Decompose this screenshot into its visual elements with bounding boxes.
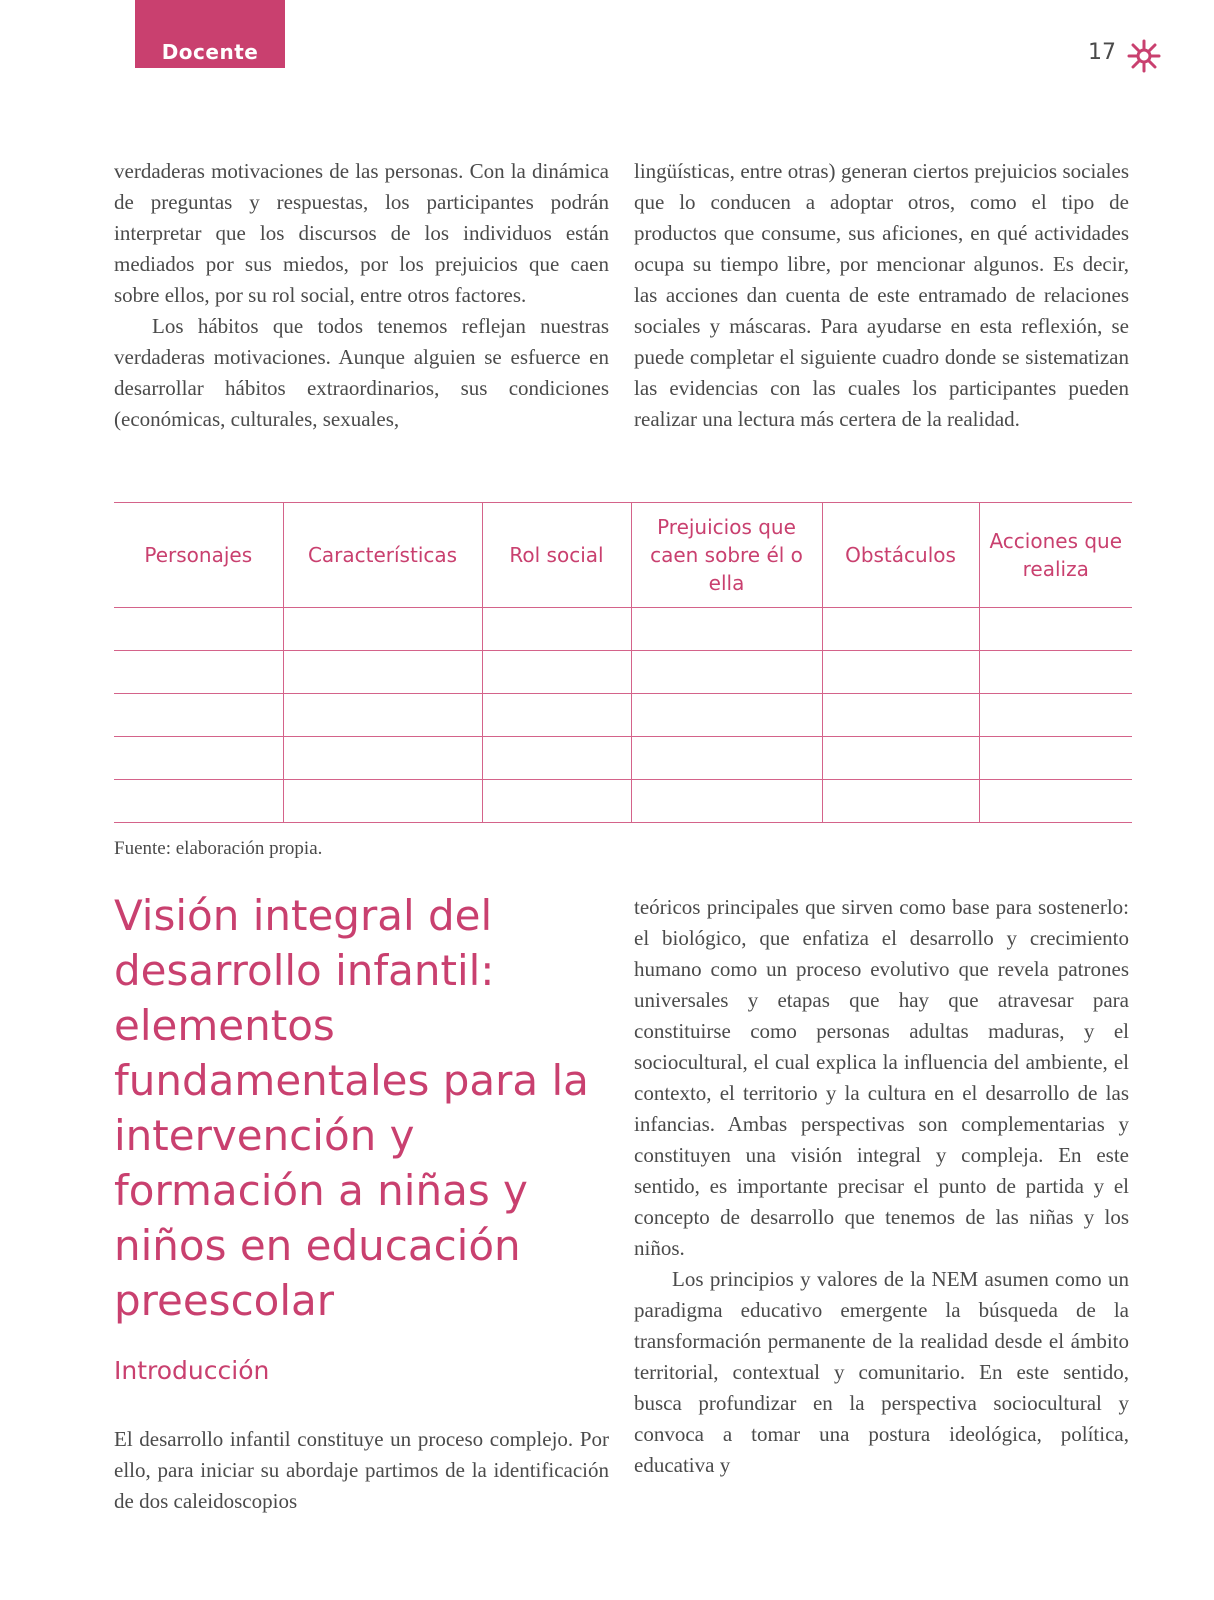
paragraph: verdaderas motivaciones de las personas. Con la dinámica de preguntas y respuestas, los participantes podrán interpretar que los discursos de los individuos están mediados por sus miedos, por los prejuicios que caen sobre ellos, por su rol social, entre otros factores. (114, 159, 609, 307)
table-header: Acciones que realiza (979, 503, 1132, 608)
table-header: Rol social (482, 503, 631, 608)
text-run: asumen como un paradigma educativo emergente la búsqueda de la transformación permanente de la realidad desde el ámbito territorial, contextual y comunitario. En este sentido, busca profundizar en la perspectiva sociocultural y convoca a tomar una postura ideológica, política, educativa y (634, 1267, 1129, 1477)
table-cell (114, 737, 283, 780)
table-row (114, 694, 1132, 737)
table-cell (822, 780, 979, 823)
bottom-right-column (634, 892, 1129, 1481)
section-tab (135, 0, 285, 68)
table-cell (979, 651, 1132, 694)
top-right-column (634, 156, 1129, 435)
table-cell (283, 694, 482, 737)
paragraph: El desarrollo infantil constituye un proceso complejo. Por ello, para iniciar su abordaje partimos de la identificación de dos caleidoscopios (114, 1427, 609, 1513)
section-heading: Visión integral del desarrollo infantil: elementos fundamentales para la intervención y formación a niñas y niños en educación preescolar (114, 891, 589, 1325)
source-note: Fuente: elaboración propia. (114, 838, 323, 859)
acronym: NEM (931, 1267, 979, 1291)
table-cell (482, 694, 631, 737)
top-left-column (114, 156, 609, 435)
table-cell (114, 780, 283, 823)
table-cell (822, 694, 979, 737)
table-cell (283, 608, 482, 651)
section-label: Docente (161, 40, 259, 64)
table-cell (482, 737, 631, 780)
table-row (114, 780, 1132, 823)
table-cell (482, 780, 631, 823)
table-cell (979, 737, 1132, 780)
paragraph: Los hábitos que todos tenemos reflejan nuestras verdaderas motivaciones. Aunque alguien se esfuerce en desarrollar hábitos extraordinarios, sus condiciones (económicas, culturales, sexuales, (114, 314, 609, 431)
table-cell (283, 651, 482, 694)
table-cell (114, 694, 283, 737)
table-cell (979, 780, 1132, 823)
paragraph (634, 1264, 1129, 1481)
table-cell (283, 737, 482, 780)
table-header: Obstáculos (822, 503, 979, 608)
table-cell (114, 651, 283, 694)
table-header: Personajes (114, 503, 283, 608)
table-cell (482, 608, 631, 651)
table-cell (482, 651, 631, 694)
table-cell (631, 651, 822, 694)
evidence-table (114, 502, 1132, 823)
table-header: Características (283, 503, 482, 608)
table-row (114, 737, 1132, 780)
bottom-left-column (114, 1424, 609, 1517)
table-cell (631, 737, 822, 780)
text-run: Los principios y valores de la (672, 1267, 932, 1291)
paragraph: teóricos principales que sirven como base para sostenerlo: el biológico, que enfatiza el desarrollo y crecimiento humano como un proceso evolutivo que revela patrones universales y etapas que hay que atravesar para constituirse como personas adultas maduras, y el sociocultural, el cual explica la influencia del ambiente, el contexto, el territorio y la cultura en el desarrollo de las infancias. Ambas perspectivas son complementarias y constituyen una visión integral y compleja. En este sentido, es importante precisar el punto de partida y el concepto de desarrollo que tenemos de las niñas y los niños. (634, 895, 1129, 1260)
table-cell (822, 608, 979, 651)
table-cell (979, 694, 1132, 737)
table-cell (631, 608, 822, 651)
flower-icon (1126, 38, 1162, 74)
table-row (114, 608, 1132, 651)
page-number: 17 (1088, 40, 1116, 65)
table-cell (979, 608, 1132, 651)
table-cell (631, 780, 822, 823)
subheading: Introducción (114, 1356, 270, 1385)
table-cell (114, 608, 283, 651)
paragraph: lingüísticas, entre otras) generan ciertos prejuicios sociales que lo conducen a adoptar otros, como el tipo de productos que consume, sus aficiones, en qué actividades ocupa su tiempo libre, por mencionar algunos. Es decir, las acciones dan cuenta de este entramado de relaciones sociales y máscaras. Para ayudarse en esta reflexión, se puede completar el siguiente cuadro donde se sistematizan las evidencias con las cuales los participantes pueden realizar una lectura más certera de la realidad. (634, 159, 1129, 431)
table-row (114, 651, 1132, 694)
table-cell (822, 651, 979, 694)
table-cell (822, 737, 979, 780)
table-cell (631, 694, 822, 737)
table-header: Prejuicios que caen sobre él o ella (631, 503, 822, 608)
table-header-row (114, 503, 1132, 608)
table-cell (283, 780, 482, 823)
